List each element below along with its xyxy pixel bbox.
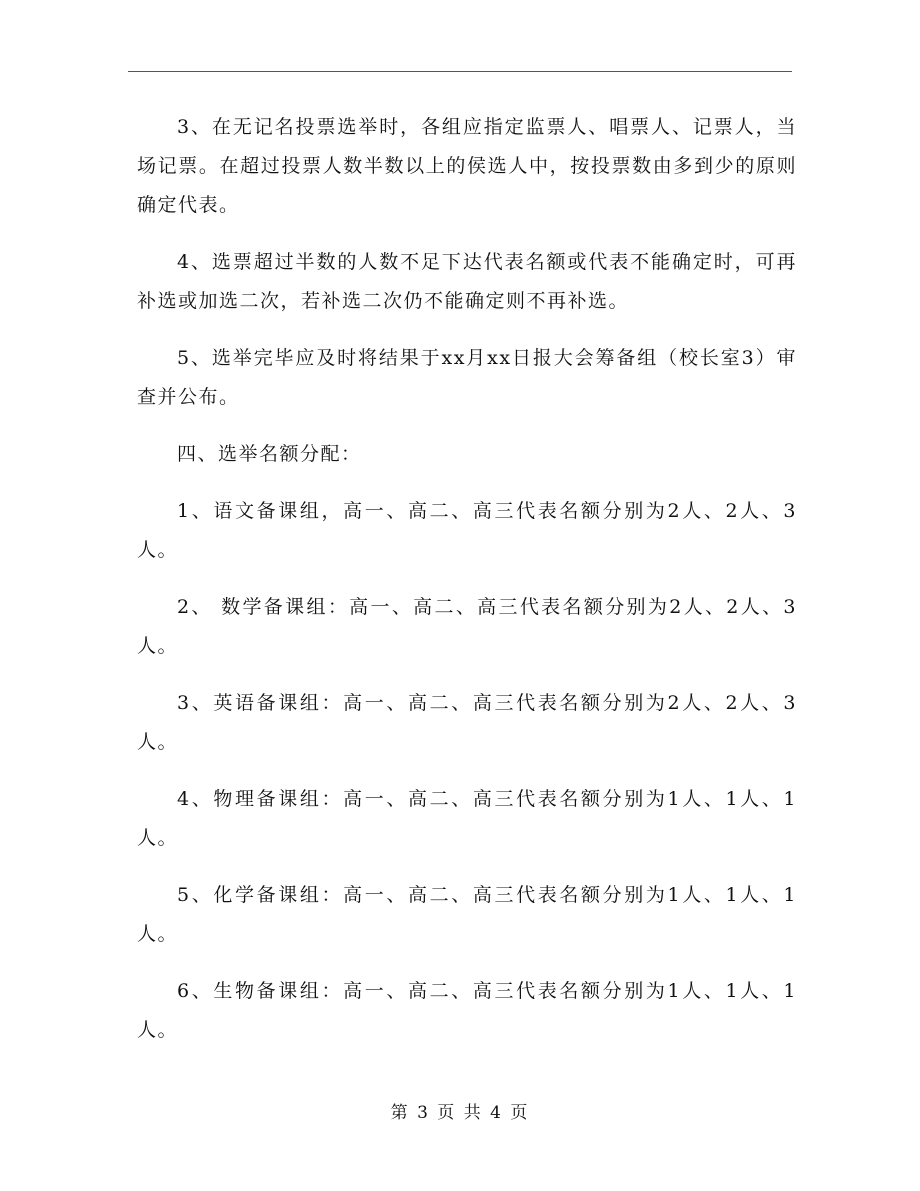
- quota-item-physics: 4、物理备课组：高一、高二、高三代表名额分别为1人、1人、1人。: [137, 788, 797, 849]
- quota-item-chemistry: 5、化学备课组：高一、高二、高三代表名额分别为1人、1人、1人。: [137, 884, 797, 945]
- paragraph-rule-5: 5、选举完毕应及时将结果于xx月xx日报大会筹备组（校长室3）审查并公布。: [137, 347, 797, 408]
- header-rule: [128, 71, 792, 72]
- quota-item-chinese: 1、语文备课组，高一、高二、高三代表名额分别为2人、2人、3人。: [137, 500, 797, 561]
- section-heading-quota: 四、选举名额分配：: [177, 443, 362, 465]
- quota-item-math: 2、 数学备课组：高一、高二、高三代表名额分别为2人、2人、3人。: [137, 596, 797, 657]
- document-body: [137, 108, 797, 1068]
- paragraph-rule-4: 4、选票超过半数的人数不足下达代表名额或代表不能确定时，可再补选或加选二次，若补选二次仍不能确定则不再补选。: [137, 251, 797, 312]
- quota-item-biology: 6、生物备课组：高一、高二、高三代表名额分别为1人、1人、1人。: [137, 980, 797, 1041]
- page-number-footer: 第 3 页 共 4 页: [390, 1103, 530, 1123]
- quota-item-english: 3、英语备课组：高一、高二、高三代表名额分别为2人、2人、3人。: [137, 692, 797, 753]
- paragraph-rule-3: 3、在无记名投票选举时，各组应指定监票人、唱票人、记票人，当场记票。在超过投票人数半数以上的侯选人中，按投票数由多到少的原则确定代表。: [137, 116, 797, 216]
